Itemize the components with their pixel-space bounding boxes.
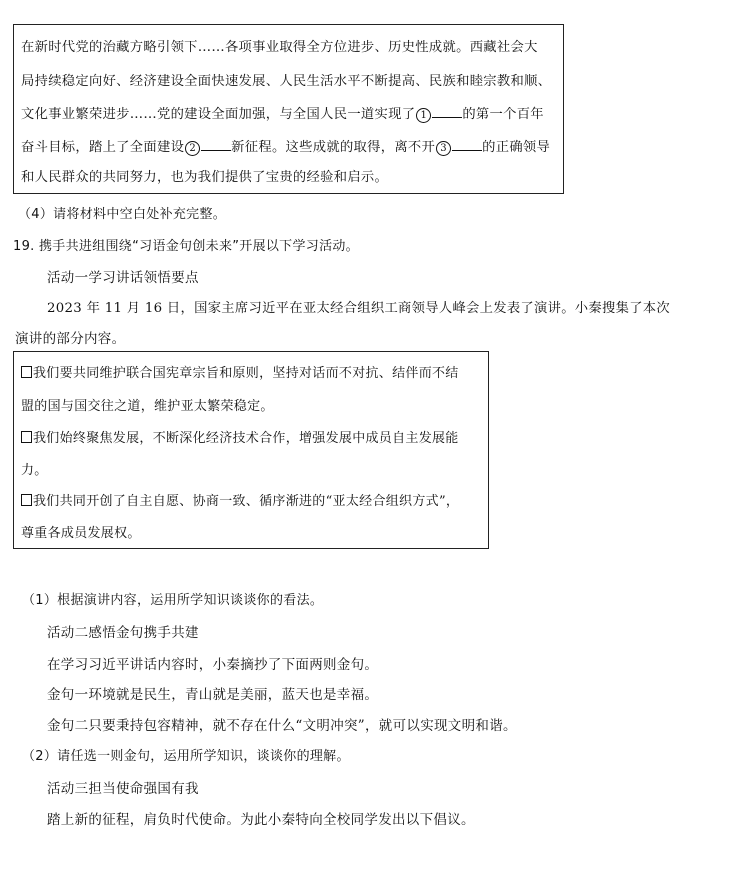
activity-2-paragraph-1: 在学习习近平讲话内容时，小秦摘抄了下面两则金句。 [47, 657, 379, 673]
blank-number-3-icon: 3 [436, 141, 451, 156]
activity-1-paragraph-2: 演讲的部分内容。 [15, 331, 126, 347]
box2-line-1-text: 我们要共同维护联合国宪章宗旨和原则，坚持对话而不对抗、结伴而不结 [33, 366, 459, 381]
box1-line-1: 在新时代党的治藏方略引领下……各项事业取得全方位进步、历史性成就。西藏社会大 [21, 40, 538, 55]
box1-line-4-text-a: 奋斗目标，踏上了全面建设 [21, 140, 185, 155]
box1-line-3-text-a: 文化事业繁荣进步……党的建设全面加强，与全国人民一道实现了 [21, 107, 416, 122]
blank-number-2-icon: 2 [185, 141, 200, 156]
activity-1-paragraph-1: 2023 年 11 月 16 日，国家主席习近平在亚太经合组织工商领导人峰会上发表了演讲。小秦搜集了本次 [47, 301, 670, 316]
box1-line-5: 和人民群众的共同努力，也为我们提供了宝贵的经验和启示。 [21, 170, 389, 185]
box1-line-4 [21, 136, 550, 156]
question-4: （4）请将材料中空白处补充完整。 [18, 207, 227, 222]
box1-line-3-text-b: 的第一个百年 [462, 107, 544, 122]
question-19: 19. 携手共进组围绕“习语金句创未来”开展以下学习活动。 [13, 239, 359, 254]
box1-line-4-text-c: 的正确领导 [482, 140, 551, 155]
box2-line-2: 盟的国与国交往之道，维护亚太繁荣稳定。 [21, 399, 274, 414]
blank-number-1-icon: 1 [416, 108, 431, 123]
question-2: （2）请任选一则金句，运用所学知识，谈谈你的理解。 [22, 749, 350, 764]
box2-line-3-text: 我们始终聚焦发展，不断深化经济技术合作，增强发展中成员自主发展能 [33, 431, 459, 446]
box2-line-5 [21, 490, 459, 509]
answer-blank-3[interactable] [452, 138, 482, 151]
box1-line-3 [21, 103, 544, 123]
box1-line-2: 局持续稳定向好、经济建设全面快速发展、人民生活水平不断提高、民族和睦宗教和顺、 [21, 74, 552, 89]
box1-line-4-text-b: 新征程。这些成就的取得，离不开 [231, 140, 436, 155]
box2-line-3 [21, 427, 459, 446]
bullet-box-icon [21, 494, 32, 506]
quote-2: 金句二只要秉持包容精神，就不存在什么“文明冲突”，就可以实现文明和谐。 [47, 718, 517, 734]
bullet-box-icon [21, 431, 32, 443]
answer-blank-2[interactable] [201, 138, 231, 151]
activity-1-title: 活动一学习讲话领悟要点 [47, 270, 199, 286]
activity-2-title: 活动二感悟金句携手共建 [47, 625, 199, 641]
activity-3-paragraph-1: 踏上新的征程，肩负时代使命。为此小秦特向全校同学发出以下倡议。 [47, 812, 475, 828]
answer-blank-1[interactable] [432, 105, 462, 118]
question-1: （1）根据演讲内容，运用所学知识谈谈你的看法。 [22, 593, 324, 608]
activity-3-title: 活动三担当使命强国有我 [47, 781, 199, 797]
box2-line-4: 力。 [21, 463, 48, 478]
box2-line-6: 尊重各成员发展权。 [21, 526, 141, 541]
box2-line-1 [21, 362, 459, 381]
box2-line-5-text: 我们共同开创了自主自愿、协商一致、循序渐进的“亚太经合组织方式”， [33, 494, 460, 509]
bullet-box-icon [21, 366, 32, 378]
quote-1: 金句一环境就是民生，青山就是美丽，蓝天也是幸福。 [47, 687, 379, 703]
